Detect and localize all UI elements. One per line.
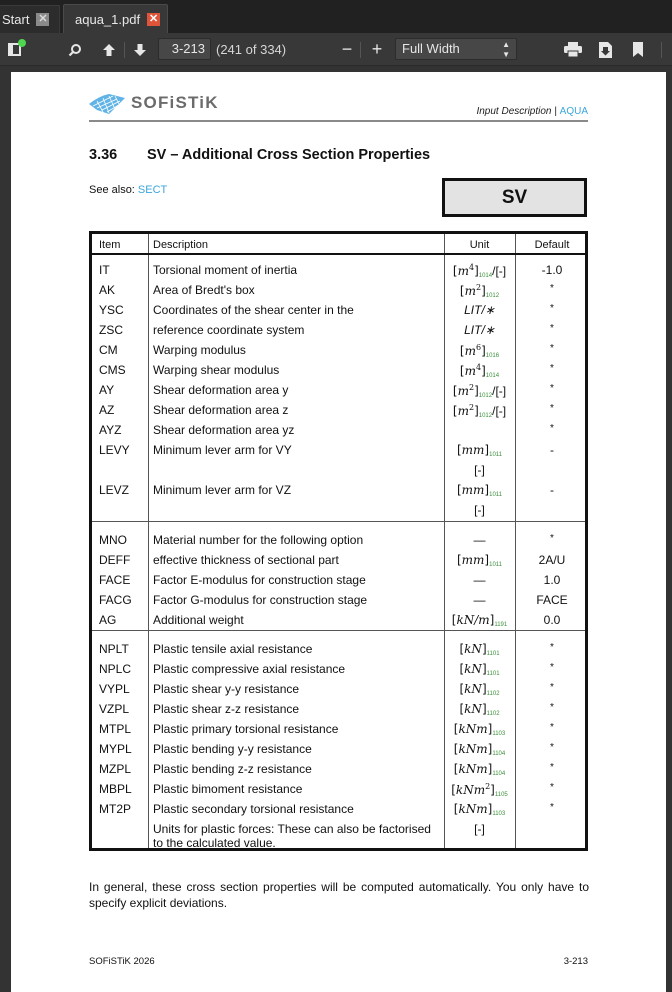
item-unit <box>444 303 515 317</box>
status-dot <box>18 39 26 47</box>
search-button[interactable] <box>66 33 84 66</box>
item-unit <box>444 662 515 677</box>
table-row <box>92 460 585 480</box>
header-unit: Unit <box>469 239 490 251</box>
item-code: AK <box>99 283 116 297</box>
table-row <box>92 400 585 420</box>
unit-bracket: [ <box>459 682 465 696</box>
divider <box>360 42 361 58</box>
unit-reference: 1011 <box>489 562 503 568</box>
unit-bracket: ] <box>481 344 486 358</box>
see-also-label: See also: <box>89 184 138 196</box>
table-row <box>92 480 585 500</box>
item-description: Plastic shear z-z resistance <box>153 702 300 716</box>
item-unit <box>444 323 515 337</box>
table-row <box>92 530 585 550</box>
header-rule <box>89 120 588 122</box>
item-description: Plastic compressive axial resistance <box>153 662 346 676</box>
item-description: Material number for the following option <box>153 533 364 547</box>
unit-base: kNm <box>458 722 488 736</box>
logo-text: SOFiSTiK <box>131 93 219 112</box>
unit-bracket: [ <box>451 613 457 627</box>
item-default: * <box>550 702 554 713</box>
table-row <box>92 420 585 440</box>
item-code: AYZ <box>99 423 122 437</box>
item-unit <box>444 682 515 697</box>
sofistik-logo <box>89 92 219 114</box>
item-code: VYPL <box>99 682 130 696</box>
item-description: Minimum lever arm for VY <box>153 443 292 457</box>
sidebar-toggle-button[interactable] <box>4 33 24 66</box>
item-code: ZSC <box>99 323 123 337</box>
header-label: Input Description | <box>476 106 560 117</box>
section-number: 3.36 <box>89 147 118 163</box>
item-code: LEVZ <box>99 483 130 497</box>
unit-bracket: ] <box>481 364 486 378</box>
divider <box>661 42 662 58</box>
item-default: * <box>550 343 554 354</box>
unit-exponent: 2 <box>468 383 475 392</box>
unit-suffix: /[-] <box>492 404 507 418</box>
unit-bracket: [ <box>451 783 456 797</box>
item-default: * <box>550 303 554 314</box>
group-divider <box>92 521 585 522</box>
unit-exponent: 4 <box>475 363 482 372</box>
unit-exponent: 4 <box>468 263 475 272</box>
table-row <box>92 280 585 300</box>
item-default: FACE <box>536 593 568 607</box>
item-unit <box>444 762 515 777</box>
zoom-out-button[interactable]: − <box>341 39 353 59</box>
table-row <box>92 719 585 739</box>
unit-suffix: /[-] <box>492 264 507 278</box>
item-description: reference coordinate system <box>153 323 305 337</box>
unit-base: kN <box>464 702 482 716</box>
unit-bracket: [ <box>459 642 465 656</box>
item-default: * <box>550 742 554 753</box>
unit-reference: 1011 <box>489 452 503 458</box>
unit-base: kNm <box>455 783 486 797</box>
item-code: CM <box>99 343 118 357</box>
tab-aqua-pdf[interactable] <box>63 4 168 33</box>
unit-bracket: [ <box>453 742 459 756</box>
table-row <box>92 260 585 280</box>
unit-bracket: ] <box>484 553 490 567</box>
unit-base: m <box>464 284 476 298</box>
unit-base: m <box>457 384 469 398</box>
table-row <box>92 799 585 819</box>
table-row <box>92 380 585 400</box>
item-code: MTPL <box>99 722 132 736</box>
print-icon <box>564 42 582 57</box>
item-description: Shear deformation area y <box>153 383 289 397</box>
table-row <box>92 340 585 360</box>
unit-text: — <box>473 573 486 587</box>
unit-text: [-] <box>474 463 485 477</box>
see-also-link[interactable]: SECT <box>137 184 168 196</box>
item-code: NPLT <box>99 642 129 656</box>
unit-bracket: ] <box>484 483 490 497</box>
item-default: * <box>550 662 554 673</box>
unit-bracket: ] <box>484 443 490 457</box>
table-row <box>92 679 585 699</box>
item-description: Shear deformation area z <box>153 403 289 417</box>
item-default: * <box>550 682 554 693</box>
unit-reference: 1104 <box>492 751 506 757</box>
item-description: Torsional moment of inertia <box>153 263 298 277</box>
item-default: -1.0 <box>541 263 563 277</box>
item-description: Shear deformation area yz <box>153 423 295 437</box>
item-description: Plastic bending y-y resistance <box>153 742 312 756</box>
item-description: Plastic bimoment resistance <box>153 782 303 796</box>
table-row <box>92 590 585 610</box>
unit-bracket: [ <box>456 553 462 567</box>
unit-reference: 1012 <box>485 293 500 299</box>
unit-reference: 1101 <box>486 651 500 657</box>
table-row <box>92 639 585 659</box>
table-row <box>92 833 585 853</box>
arrow-down-icon <box>133 43 147 57</box>
item-default: - <box>550 483 554 497</box>
unit-reference: 1191 <box>494 622 508 628</box>
item-unit <box>444 463 515 477</box>
item-unit <box>444 553 515 568</box>
unit-reference: 1016 <box>485 353 500 359</box>
table-row <box>92 779 585 799</box>
unit-bracket: ] <box>481 642 487 656</box>
arrow-up-icon <box>102 43 116 57</box>
unit-reference: 1012 <box>478 413 493 419</box>
item-unit <box>444 742 515 757</box>
unit-bracket: [ <box>459 702 465 716</box>
unit-bracket: ] <box>490 783 495 797</box>
unit-exponent: 2 <box>485 782 491 791</box>
item-description: Factor E-modulus for construction stage <box>153 573 366 587</box>
unit-bracket: [ <box>459 344 465 358</box>
unit-bracket: [ <box>459 364 465 378</box>
item-code: CMS <box>99 363 126 377</box>
unit-bracket: ] <box>481 702 487 716</box>
unit-suffix: /[-] <box>492 384 507 398</box>
item-default: * <box>550 642 554 653</box>
pdf-toolbar <box>0 33 672 66</box>
item-description: Units for plastic forces: These can also be factorised <box>153 822 431 836</box>
item-default: 0.0 <box>543 613 561 627</box>
unit-base: m <box>457 264 469 278</box>
zoom-select[interactable] <box>395 38 517 60</box>
zoom-in-button[interactable]: + <box>371 39 383 59</box>
unit-literal: LIT/∗ <box>464 303 495 317</box>
unit-reference: 1103 <box>492 731 506 737</box>
search-icon <box>68 43 82 57</box>
page-number-input[interactable]: 3-213 <box>158 38 211 60</box>
item-default: * <box>550 423 554 434</box>
bookmark-button[interactable] <box>630 33 646 66</box>
item-description: Plastic primary torsional resistance <box>153 722 339 736</box>
item-code: LEVY <box>99 443 130 457</box>
table-row <box>92 440 585 460</box>
unit-base: mm <box>461 483 485 497</box>
tab-label: aqua_1.pdf <box>75 11 141 27</box>
item-code: AZ <box>99 403 115 417</box>
download-button[interactable] <box>596 33 614 66</box>
unit-base: kN <box>464 682 482 696</box>
header-product: AQUA <box>559 106 588 117</box>
unit-bracket: ] <box>489 613 495 627</box>
unit-bracket: [ <box>459 662 465 676</box>
unit-reference: 1105 <box>494 792 508 798</box>
item-description: Plastic secondary torsional resistance <box>153 802 354 816</box>
item-unit <box>444 483 515 498</box>
table-row <box>92 360 585 380</box>
unit-bracket: ] <box>487 722 493 736</box>
table-row <box>92 759 585 779</box>
divider <box>124 42 125 58</box>
item-description: Warping modulus <box>153 343 246 357</box>
item-description: Plastic bending z-z resistance <box>153 762 312 776</box>
item-description: Minimum lever arm for VZ <box>153 483 292 497</box>
running-header <box>476 106 588 117</box>
unit-bracket: [ <box>453 722 459 736</box>
unit-bracket: [ <box>453 762 459 776</box>
unit-base: kNm <box>458 802 488 816</box>
command-box: SV <box>442 178 587 217</box>
download-icon <box>599 42 612 58</box>
item-unit <box>444 443 515 458</box>
header-default: Default <box>534 239 570 251</box>
unit-exponent: 2 <box>468 403 475 412</box>
unit-base: kNm <box>458 742 488 756</box>
see-also <box>89 184 167 196</box>
item-unit <box>444 702 515 717</box>
table-row <box>92 300 585 320</box>
item-unit <box>444 613 515 628</box>
unit-base: mm <box>461 553 485 567</box>
header-item: Item <box>99 239 121 251</box>
table-row <box>92 610 585 630</box>
parameter-table <box>89 231 588 851</box>
footer-page-number: 3-213 <box>563 956 588 967</box>
unit-bracket: [ <box>453 802 459 816</box>
item-code: VZPL <box>99 702 130 716</box>
item-unit <box>444 283 515 299</box>
unit-bracket: [ <box>452 264 458 278</box>
unit-text: — <box>473 533 486 547</box>
unit-base: m <box>457 404 469 418</box>
item-default: - <box>550 443 554 457</box>
unit-reference: 1101 <box>486 671 500 677</box>
print-button[interactable] <box>563 33 583 66</box>
tab-start[interactable] <box>0 5 60 33</box>
item-description: Plastic shear y-y resistance <box>153 682 300 696</box>
item-unit <box>444 573 515 587</box>
item-code: AY <box>99 383 115 397</box>
item-code: MYPL <box>99 742 132 756</box>
previous-page-button[interactable] <box>100 33 118 66</box>
item-code: MT2P <box>99 802 132 816</box>
zoom-select-value: Full Width <box>402 41 460 56</box>
item-description: Warping shear modulus <box>153 363 280 377</box>
unit-bracket: ] <box>474 404 479 418</box>
item-unit <box>444 403 515 419</box>
item-description: Coordinates of the shear center in the <box>153 303 354 317</box>
unit-bracket: [ <box>459 284 465 298</box>
item-unit <box>444 642 515 657</box>
unit-bracket: [ <box>452 384 458 398</box>
tab-label: Start <box>2 12 30 27</box>
updown-chevron-icon: ▲ ▼ <box>502 40 510 59</box>
unit-base: kNm <box>458 762 488 776</box>
unit-bracket: ] <box>474 264 479 278</box>
unit-exponent: 2 <box>475 283 482 292</box>
page-count: (241 of 334) <box>216 42 287 57</box>
unit-text: — <box>473 593 486 607</box>
item-unit <box>444 533 515 547</box>
unit-base: m <box>464 364 476 378</box>
tab-bar <box>0 0 672 33</box>
close-icon[interactable]: ✕ <box>148 12 159 25</box>
item-unit <box>444 263 515 279</box>
unit-exponent: 6 <box>475 343 482 352</box>
unit-reference: 1014 <box>485 373 500 379</box>
body-paragraph: In general, these cross section properties will be computed automatically. You only have to specify explicit deviations. <box>89 880 589 910</box>
unit-base: kN <box>464 662 482 676</box>
unit-base: kN <box>464 642 482 656</box>
table-row <box>92 699 585 719</box>
item-description: Factor G-modulus for construction stage <box>153 593 368 607</box>
table-header-row <box>92 234 585 255</box>
item-code: MNO <box>99 533 127 547</box>
item-default: * <box>550 363 554 374</box>
table-row <box>92 570 585 590</box>
item-unit <box>444 802 515 817</box>
unit-text: [-] <box>474 503 485 517</box>
header-description: Description <box>153 239 209 251</box>
unit-reference: 1011 <box>489 492 503 498</box>
unit-bracket: ] <box>474 384 479 398</box>
unit-bracket: ] <box>487 802 493 816</box>
logo-mesh-icon <box>89 92 125 114</box>
item-default: * <box>550 283 554 294</box>
unit-reference: 1102 <box>486 691 500 697</box>
item-description: Area of Bredt's box <box>153 283 255 297</box>
bookmark-icon <box>633 42 643 57</box>
section-title: SV – Additional Cross Section Properties <box>147 147 431 163</box>
unit-bracket: ] <box>487 762 493 776</box>
table-row <box>92 500 585 520</box>
item-default: * <box>550 323 554 334</box>
unit-bracket: ] <box>481 284 486 298</box>
unit-reference: 1012 <box>478 393 493 399</box>
item-code: FACE <box>99 573 131 587</box>
table-row <box>92 659 585 679</box>
table-row <box>92 550 585 570</box>
table-row <box>92 320 585 340</box>
unit-text: [-] <box>474 822 485 836</box>
item-unit <box>444 363 515 379</box>
item-code: DEFF <box>99 553 131 567</box>
unit-base: kN/m <box>456 613 490 627</box>
item-unit <box>444 503 515 517</box>
item-description: Additional weight <box>153 613 244 627</box>
item-default: * <box>550 722 554 733</box>
next-page-button[interactable] <box>131 33 149 66</box>
unit-base: mm <box>461 443 485 457</box>
footer-left: SOFiSTiK 2026 <box>89 956 155 967</box>
unit-bracket: ] <box>487 742 493 756</box>
group-divider <box>92 630 585 631</box>
table-row <box>92 739 585 759</box>
item-default: * <box>550 782 554 793</box>
unit-literal: LIT/∗ <box>464 323 495 337</box>
item-default: * <box>550 802 554 813</box>
close-icon[interactable]: ✕ <box>38 13 48 25</box>
item-description: to the calculated value. <box>153 836 276 850</box>
item-default: 1.0 <box>543 573 561 587</box>
unit-bracket: ] <box>481 662 487 676</box>
unit-bracket: [ <box>456 443 462 457</box>
item-default: * <box>550 533 554 544</box>
item-code: MBPL <box>99 782 132 796</box>
item-default: * <box>550 762 554 773</box>
item-unit <box>444 593 515 607</box>
item-code: MZPL <box>99 762 132 776</box>
unit-base: m <box>464 344 476 358</box>
item-default: * <box>550 383 554 394</box>
item-description: Plastic tensile axial resistance <box>153 642 313 656</box>
item-code: YSC <box>99 303 124 317</box>
unit-bracket: ] <box>481 682 487 696</box>
section-heading <box>89 147 430 163</box>
unit-bracket: [ <box>452 404 458 418</box>
item-code: NPLC <box>99 662 132 676</box>
item-code: AG <box>99 613 117 627</box>
item-default: 2A/U <box>538 553 566 567</box>
item-code: FACG <box>99 593 132 607</box>
unit-reference: 1104 <box>492 771 506 777</box>
item-default: * <box>550 403 554 414</box>
item-unit <box>444 343 515 359</box>
item-unit <box>444 722 515 737</box>
item-code: IT <box>99 263 110 277</box>
unit-reference: 1102 <box>486 711 500 717</box>
item-unit <box>444 383 515 399</box>
item-unit <box>444 782 515 798</box>
unit-reference: 1103 <box>492 811 506 817</box>
item-description: effective thickness of sectional part <box>153 553 339 567</box>
unit-reference: 1014 <box>478 273 493 279</box>
unit-bracket: [ <box>456 483 462 497</box>
